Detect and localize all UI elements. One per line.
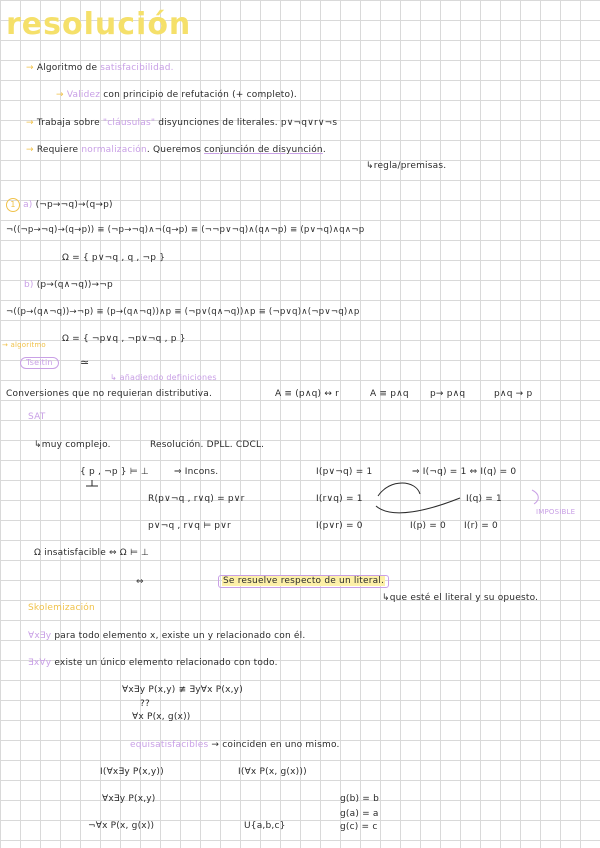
interp-1: I(p∨¬q) = 1 — [316, 467, 373, 477]
bullet-text: Requiere — [36, 145, 82, 155]
bullet-text: . Queremos — [146, 145, 205, 155]
conversion-a2: A ≡ p∧q — [370, 389, 409, 399]
bullet-text: disyunciones de literales. p∨¬q∨r∨¬s — [155, 118, 338, 128]
example-a-omega: Ω = { p∨¬q , q , ¬p } — [62, 253, 166, 263]
equisat-text: equisatisfacibles — [130, 740, 209, 750]
interp-a: I(∀x∃y P(x,y)) — [100, 767, 164, 777]
equisat-rest: → coinciden en uno mismo. — [208, 740, 340, 750]
res-l3: p∨¬q , r∨q ⊨ p∨r — [148, 521, 231, 531]
literal-note: ↳que esté el literal y su opuesto. — [382, 593, 539, 603]
skolem-f2: ?? — [140, 699, 150, 709]
approx-symbol: ≃ — [80, 356, 90, 369]
g-a: g(a) = a — [340, 809, 379, 819]
interp-b: I(∀x P(x, g(x))) — [238, 767, 307, 777]
example-formula: (¬p→¬q)→(q→p) — [35, 200, 113, 210]
interp-1b: ⇒ I(¬q) = 1 ⇔ I(q) = 0 — [412, 467, 517, 477]
equisat-line — [130, 741, 340, 750]
note-premisas: ↳regla/premisas. — [366, 161, 447, 171]
g-b: g(b) = b — [340, 794, 380, 804]
circled-number-icon: 1 — [6, 198, 20, 212]
skolem-l2 — [28, 659, 278, 668]
interp-d: ¬∀x P(x, g(x)) — [88, 821, 155, 831]
arrow-icon: → — [26, 63, 34, 73]
page-title: resolución — [6, 7, 192, 42]
example-formula: (p→(q∧¬q))→¬p — [36, 280, 113, 290]
sidenote-algorithm: → algoritmo — [2, 341, 46, 349]
curved-arrow-icon — [376, 498, 460, 513]
bottom-bracket-icon — [86, 480, 98, 486]
sat-methods: Resolución. DPLL. CDCL. — [150, 440, 265, 450]
curved-arrow-icon — [378, 483, 420, 496]
interp-6: I(r) = 0 — [464, 521, 498, 531]
conversion-a1: A ≡ (p∧q) ↔ r — [275, 389, 340, 399]
res-l1b: ⇒ Incons. — [174, 467, 219, 477]
bullet-text: con principio de refutación (+ completo). — [100, 90, 297, 100]
sat-label: SAT — [28, 412, 46, 422]
sat-complex: ↳muy complejo. — [34, 440, 111, 450]
boxed-literal-text: Se resuelve respecto de un literal. — [223, 576, 385, 586]
example-a-derivation: ¬((¬p→¬q)→(q→p)) ≡ (¬p→¬q)∧¬(q→p) ≡ (¬¬p∨¬q)∧(q∧¬p) ≡ (p∨¬q)∧q∧¬p — [6, 225, 365, 235]
g-c: g(c) = c — [340, 822, 378, 832]
quantifier-text: ∃x∀y — [28, 658, 52, 668]
skolem-l1 — [28, 632, 305, 641]
bullet-text: Algoritmo de — [36, 63, 101, 73]
skolem-heading: Skolemización — [28, 603, 95, 613]
highlight-text: "cláusulas" — [102, 118, 156, 128]
res-l1: { p , ¬p } ⊨ ⊥ — [80, 467, 149, 477]
conversion-a3: p→ p∧q — [430, 389, 466, 399]
bullet-validez — [56, 91, 297, 100]
example-label: a) — [23, 200, 33, 210]
conversion-a4: p∧q → p — [494, 389, 533, 399]
interp-2: I(r∨q) = 1 — [316, 494, 363, 504]
universe-set: U{a,b,c} — [244, 821, 286, 831]
tseitin-oval: Tseitin — [20, 357, 59, 369]
example-b-derivation: ¬((p→(q∧¬q))→¬p) ≡ (p→(q∧¬q))∧p ≡ (¬p∨(q∧¬q))∧p ≡ (¬p∨q)∧(¬p∨¬q)∧p — [6, 307, 360, 317]
example-b-header — [24, 281, 113, 290]
res-l2: R(p∨¬q , r∨q) = p∨r — [148, 494, 245, 504]
skolem-text: existe un único elemento relacionado con todo. — [51, 658, 278, 668]
interp-4: I(p∨r) = 0 — [316, 521, 363, 531]
arrow-icon: → — [26, 145, 34, 155]
bullet-algorithm — [26, 64, 174, 73]
iff-symbol: ⇔ — [136, 577, 144, 587]
highlight-text: normalización — [81, 145, 147, 155]
example-b-omega: Ω = { ¬p∨q , ¬p∨¬q , p } — [62, 334, 186, 344]
imposible-note: IMPOSIBLE — [536, 508, 576, 516]
arrow-icon: → — [56, 90, 64, 100]
interp-5: I(p) = 0 — [410, 521, 446, 531]
quantifier-text: ∀x∃y — [28, 631, 52, 641]
underlined-text: conjunción de disyunción — [204, 145, 323, 155]
bullet-normalizacion — [26, 146, 326, 155]
bullet-clausulas — [26, 119, 337, 128]
example-a-header — [6, 198, 113, 212]
omega-insat: Ω insatisfacible ⇔ Ω ⊨ ⊥ — [34, 548, 150, 558]
bullet-text: . — [322, 145, 326, 155]
interp-c: ∀x∃y P(x,y) — [102, 794, 156, 804]
arrow-icon: → — [26, 118, 34, 128]
highlight-text: satisfacibilidad. — [100, 63, 174, 73]
example-label: b) — [24, 280, 34, 290]
skolem-f3: ∀x P(x, g(x)) — [132, 712, 191, 722]
skolem-text: para todo elemento x, existe un y relacionado con él. — [51, 631, 306, 641]
conversions-text: Conversiones que no requieran distributiva. — [6, 389, 213, 399]
skolem-f1: ∀x∃y P(x,y) ≢ ∃y∀x P(x,y) — [122, 685, 243, 695]
curved-arrow-icon — [532, 490, 538, 504]
interp-3: I(q) = 1 — [466, 494, 502, 504]
boxed-literal — [218, 575, 389, 588]
approx-note: ↳ añadiendo definiciones — [110, 373, 217, 382]
highlight-text: Validez — [66, 90, 101, 100]
bullet-text: Trabaja sobre — [36, 118, 103, 128]
